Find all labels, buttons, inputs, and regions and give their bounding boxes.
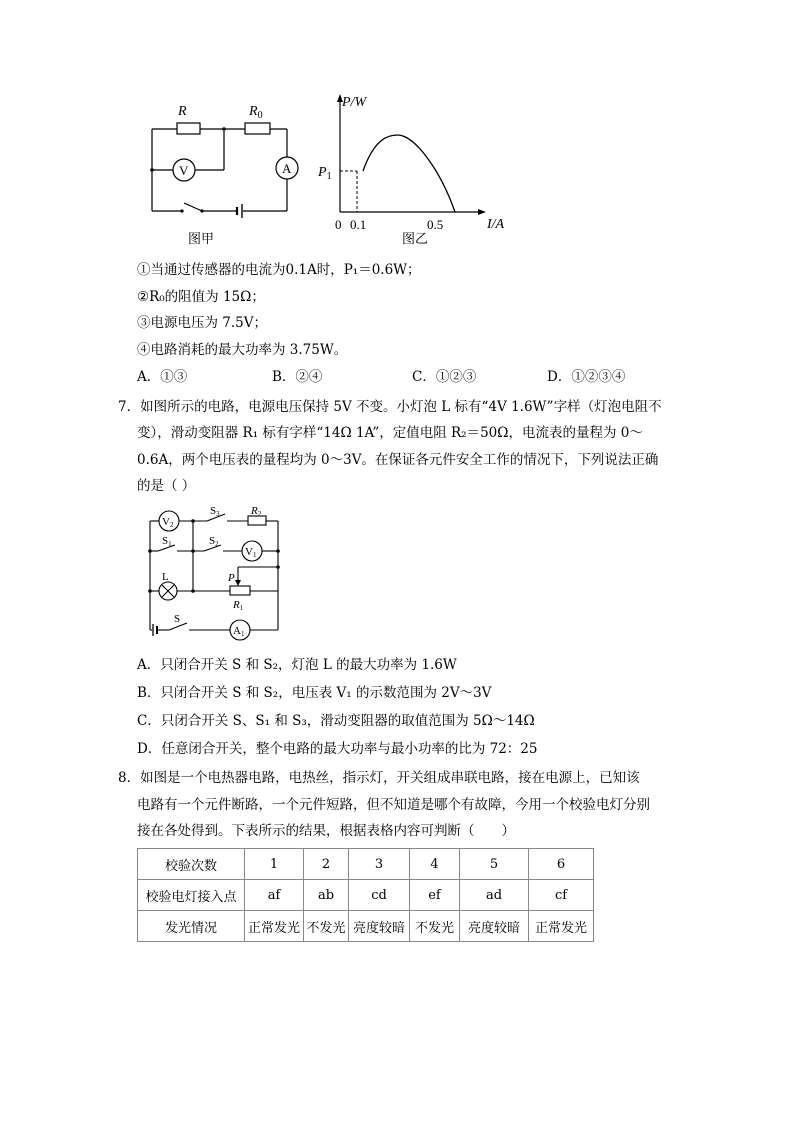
switch-s-label: S (174, 613, 181, 625)
y-axis-label: P/W (342, 95, 367, 110)
table-cell: 4 (410, 849, 460, 880)
q6-statement-1: ①当通过传感器的电流为0.1A时，P₁＝0.6W； (137, 262, 421, 278)
q6-statement-3: ③电源电压为 7.5V； (137, 315, 268, 331)
q8-line-3: 接在各处得到。下表所示的结果，根据表格内容可判断（ ） (137, 823, 515, 839)
q8-line-1: 8．如图是一个电热器电路，电热丝，指示灯，开关组成串联电路，接在电源上，已知该 (118, 770, 640, 786)
table-cell: af (245, 880, 304, 911)
tick-0-1: 0.1 (350, 217, 367, 232)
table-cell: 正常发光 (245, 911, 304, 942)
table-cell: ad (460, 880, 529, 911)
a1-label: A1 (233, 625, 245, 638)
r1-label: R1 (233, 599, 244, 612)
power-curve (363, 135, 455, 212)
q7-line-3: 0.6A，两个电压表的量程均为 0～3V。在保证各元件安全工作的情况下，下列说法正确 (137, 452, 659, 468)
table-cell: 正常发光 (529, 911, 594, 942)
q6-statement-2: ②R₀的阻值为 15Ω； (137, 289, 265, 305)
x-axis-arrow (478, 209, 486, 215)
q7-line-1: 7．如图所示的电路，电源电压保持 5V 不变。小灯泡 L 标有“4V 1.6W”字样（灯泡电阻不 (118, 399, 662, 415)
x-axis-label: I/A (487, 217, 505, 232)
table-cell: 3 (349, 849, 410, 880)
table-cell: 5 (460, 849, 529, 880)
figure-yi-graph (310, 90, 525, 250)
switch-icon (184, 203, 202, 211)
s1-label: S1 (162, 535, 172, 548)
s3-label: S3 (210, 505, 220, 518)
slider-arrow (235, 580, 241, 586)
v1-label: V1 (245, 546, 257, 559)
table-cell: 亮度较暗 (460, 911, 529, 942)
table-cell: 不发光 (304, 911, 349, 942)
label-r: R (178, 104, 187, 119)
resistor-r1 (230, 586, 250, 595)
caption-jia: 图甲 (188, 231, 215, 246)
slider-label: P (228, 572, 235, 584)
q7-line-4: 的是（ ） (137, 478, 196, 494)
v2-label: V2 (162, 516, 174, 529)
check-table (137, 848, 594, 942)
table-cell: 亮度较暗 (349, 911, 410, 942)
table-cell: 校验次数 (138, 849, 245, 880)
table-row (138, 911, 594, 942)
q7-option-d[interactable]: D．任意闭合开关，整个电路的最大功率与最小功率的比为 72：25 (137, 741, 538, 757)
table-cell: ab (304, 880, 349, 911)
label-r0: $R_0$ (249, 104, 263, 121)
q8-line-2: 电路有一个元件断路，一个元件短路，但不知道是哪个有故障，今用一个校验电灯分别 (137, 797, 650, 813)
q7-option-c[interactable]: C．只闭合开关 S、S₁ 和 S₃，滑动变阻器的取值范围为 5Ω～14Ω (137, 713, 535, 729)
s2-label: S2 (209, 535, 219, 548)
caption-yi: 图乙 (402, 231, 429, 246)
figure-jia-circuit (140, 95, 300, 250)
table-cell: cf (529, 880, 594, 911)
table-row (138, 880, 594, 911)
table-cell: cd (349, 880, 410, 911)
q7-line-2: 变），滑动变阻器 R₁ 标有字样“14Ω 1A”，定值电阻 R₂＝50Ω，电流表的量程为 0～ (137, 425, 643, 441)
ammeter-label: A (282, 161, 292, 176)
q6-option-b[interactable]: B．②④ (272, 369, 323, 385)
table-row (138, 849, 594, 880)
table-cell: 2 (304, 849, 349, 880)
table-cell: 校验电灯接入点 (138, 880, 245, 911)
q6-option-c[interactable]: C．①②③ (412, 369, 477, 385)
resistor-r0 (245, 123, 270, 134)
q7-option-a[interactable]: A．只闭合开关 S 和 S₂，灯泡 L 的最大功率为 1.6W (137, 657, 457, 673)
p1-label: $P_1$ (318, 165, 332, 182)
q7-circuit (145, 502, 290, 647)
resistor-r (177, 123, 200, 134)
tick-0-5: 0.5 (427, 217, 444, 232)
table-cell: 不发光 (410, 911, 460, 942)
q6-option-d[interactable]: D．①②③④ (547, 369, 626, 385)
q6-option-a[interactable]: A．①③ (137, 369, 188, 385)
q6-statement-4: ④电路消耗的最大功率为 3.75W。 (137, 342, 348, 358)
table-cell: ef (410, 880, 460, 911)
table-cell: 1 (245, 849, 304, 880)
q7-option-b[interactable]: B．只闭合开关 S 和 S₂，电压表 V₁ 的示数范围为 2V～3V (137, 685, 492, 701)
table-cell: 发光情况 (138, 911, 245, 942)
tick-0: 0 (335, 217, 342, 232)
r2-label: R2 (251, 505, 262, 518)
table-cell: 6 (529, 849, 594, 880)
voltmeter-label: V (179, 163, 189, 178)
lamp-label: L (162, 571, 169, 583)
